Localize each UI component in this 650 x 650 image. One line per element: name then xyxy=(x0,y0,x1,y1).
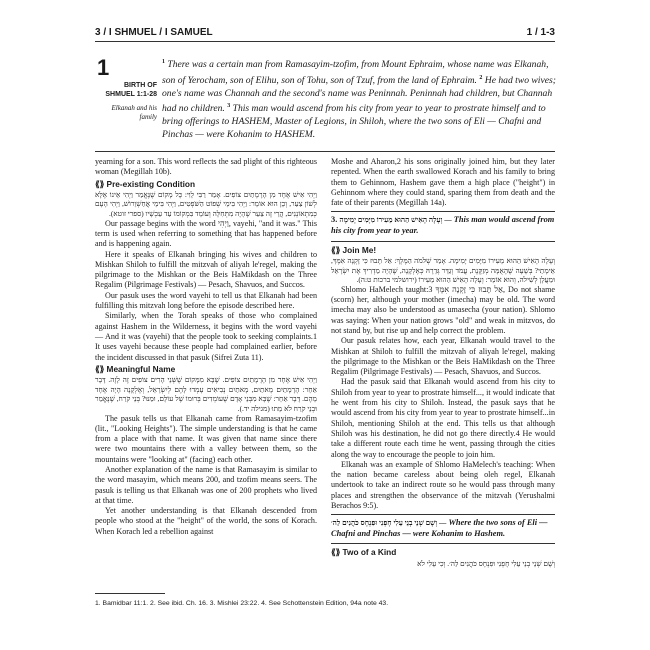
section-title-join-me: ⟪⟫ Join Me! xyxy=(331,244,377,255)
paragraph: Yet another understanding is that Elkanah descended from people who stood at the "height" of the world, the sons of Korach. When Korach led a rebellion against xyxy=(95,506,317,536)
section-title-two-of-a-kind: ⟪⟫ Two of a Kind xyxy=(331,547,397,558)
section-title-preexisting: ⟪⟫ Pre-existing Condition xyxy=(95,178,196,189)
paragraph: yearning for a son. This word reflects the sad plight of this righteous woman (Megillah 10b). xyxy=(95,157,317,177)
paragraph: Another explanation of the name is that Ramasayim is similar to the word masayim, which means 200, and tzofim means seers. The pasuk is telling us that Elkanah was one of 200 prophets who lived at that time. xyxy=(95,464,317,505)
paragraph: Our pasuk uses the word vayehi to tell us that Elkanah had been fulfilling this mitzvah long before the episode described here. xyxy=(95,290,317,311)
paragraph: Our passage begins with the word וַיְהִי, vayehi, "and it was." This term is used when referring to something that has happened before and is happening again. xyxy=(95,218,317,249)
right-column xyxy=(331,157,555,568)
paragraph: Elkanah was an example of Shlomo HaMelech's teaching: When the nation became careless about being oleh regel, Elkanah undertook to take an indirect route so he would pass through many places and strengthen the observance of the mitzvah (Yerushalmi Berachos 9:5). xyxy=(331,459,555,510)
verse-2: He had two wives; one's name was Channah and the second's name was Peninnah. Peninnah had children, but Channah had no children. xyxy=(162,74,556,115)
side-label-family: Elkanah and his family xyxy=(111,104,157,121)
verse-heading-3: 3. וְעָלָה הָאִישׁ הַהוּא מֵעִירוֹ מִיָּמִים יָמִימָה — This man would ascend from his city from year to year. xyxy=(331,211,555,241)
paragraph: The pasuk tells us that Elkanah came from Ramasayim-tzofim (lit., "Looking Heights"). The simple understanding is that he came from a place with that name. It was given that name since there were two mountains there with a valley between them, so the mountains were "looking at" (facing) each other. xyxy=(95,413,317,464)
paragraph: Here it speaks of Elkanah bringing his wives and children to Mishkan Shiloh to fulfill the mitzvah of aliyah le'regel, making the pilgrimage to the Mishkan or the Beis HaMikdash on the Three Regalim (Pilgrimage Festivals) — Pesach, Shavuos, and Succos. xyxy=(95,249,317,290)
paragraph: Moshe and Aharon,2 his sons originally joined him, but they later repented. When the earth swallowed Korach and his family to bring them to Gehinnom, Hashem gave them a high place ("height") in Gehinnom where they could stand, sparing them from death and the fate of their parents (Megillah 14a). xyxy=(331,157,555,208)
paragraph: Shlomo HaMelech taught:3 אַל תָּבוּז כִּי זָקְנָה אִמֶּךָ, Do not shame (scorn) her, although your mother (imecha) may be old. The word imecha may also be understood as umasecha (your nation). Shlomo was saying: When your nation grows "old" and weak in mitzvos, do not stand by, but rise up and help correct the problem. xyxy=(331,284,555,335)
verse-rule xyxy=(95,151,555,152)
left-column xyxy=(95,157,317,537)
footnote-rule xyxy=(95,593,165,594)
section-title-meaningful-name: ⟪⟫ Meaningful Name xyxy=(95,363,176,374)
hebrew-text: וַיְהִי אִישׁ אֶחָד מִן הָרָמָתַיִם צוֹפִים. אָמַר רַבִּי לֵוִי: כָּל מָקוֹם שֶׁנֶּאֱמַר וַיְהִי אֵינוֹ אֶלָּא לְשׁוֹן צַעַר, וְכֵן הוּא אוֹמֵר: וַיְהִי בִּימֵי שְׁפוֹט הַשֹּׁפְטִים, וַיְהִי בִּימֵי אֲחַשְׁוֵרוֹשׁ, וַיְהִי הָעָם כְּמִתְאוֹנְנִים, הֲרֵי זֶה צַעַר שֶׁהָיָה מִתְּחִלָּה וְעוֹמֵד בִּמְקוֹמוֹ עַד עַכְשָׁיו (ספרי זוטא). xyxy=(95,189,317,219)
header-left: 3 / I SHMUEL / I SAMUEL xyxy=(95,27,213,38)
running-header xyxy=(95,27,555,38)
hebrew-text: וְשָׁם שְׁנֵי בְנֵי עֵלִי חָפְנִי וּפִנְחָס כֹּהֲנִים לַה׳. וְכִי עֵלִי לֹא xyxy=(417,558,555,568)
header-rule xyxy=(95,41,555,42)
verse-translation: $^1$ There was a certain man from Ramasayim-tzofim, from Mount Ephraim, whose name was Elkanah, son of Yerocham, son of Elihu, son of Tohu, son of Tzuf, from the land of Ephraim. $^2$ He had two wives; one's name was Channah and the second's name was Peninnah. Peninnah had children, but Channah had no children. $^3$ This man would ascend from his city from year to year to prostrate himself and to bring offerings to HASHEM, Master of Legions, in Shiloh, where the two sons of Eli — Chafni and Pinchas — were Kohanim to HASHEM. xyxy=(162,59,556,140)
verse-3: This man would ascend from his city from year to year to prostrate himself and to bring offerings to HASHEM, Master of Legions, in Shiloh, where the two sons of Eli — Chafni and Pinchas — were Kohanim to HASHEM. xyxy=(162,103,546,140)
verse-heading-sons-of-eli: וְשָׁם שְׁנֵי בְנֵי עֵלִי חָפְנִי וּפִנְחָס כֹּהֲנִים לַה׳ — Where the two sons of Eli — Chafni and Pinchas — were Kohanim to Hashem. xyxy=(331,514,555,544)
footnotes: 1. Bamidbar 11:1. 2. See ibid. Ch. 16. 3. Mishlei 23:22. 4. See Schottenstein Edition, 94a note 43. xyxy=(95,600,389,607)
chapter-number: 1 xyxy=(97,55,110,80)
header-right: 1 / 1-3 xyxy=(526,27,555,38)
verse-1: There was a certain man from Ramasayim-tzofim, from Mount Ephraim, whose name was Elkanah, son of Yerocham, son of Elihu, son of Tohu, son of Tzuf, from the land of Ephraim. xyxy=(162,59,549,86)
paragraph: Similarly, when the Torah speaks of those who complained against Hashem in the Wilderness, it begins with the word vayehi — And it was (vayehi) that the people took to seeking complaints.1 It uses vayehi because these people had complained earlier, before the incident discussed in that pasuk (Sifrei Zuta 11). xyxy=(95,311,317,362)
hebrew-text: וַיְהִי אִישׁ אֶחָד מִן הָרָמָתַיִם צוֹפִים. שֶׁבָּא מִמָּקוֹם שֶׁשְּׁנֵי הָרִים צוֹפִים זֶה לָזֶה. דָּבָר אַחֵר: הָרָמָתַיִם מָאתַיִם, מָאתַיִם נְבִיאִים עָמְדוּ לָהֶם לְיִשְׂרָאֵל, וְאֶלְקָנָה הָיָה אֶחָד מֵהֶם. דָּבָר אַחֵר: שֶׁבָּא מִבְּנֵי אָדָם שֶׁעוֹמְדִים בְּרוּמוֹ שֶׁל עוֹלָם, וּמַנּוּ? בְּנֵי קֹרַח, שֶׁנֶּאֱמַר וּבְנֵי קֹרַח לֹא מֵתוּ (מגילה יד.). xyxy=(95,375,317,413)
paragraph: Had the pasuk said that Elkanah would ascend from his city to Shiloh from year to year to prostrate himself..., it would indicate that he went from his city to Shiloh. Instead, the pasuk says that he would ascend from his city from year to year to prostrate himself...in Shiloh, mentioning Shiloh at the end. This tells us that although Shiloh was his destination, he did not go there directly.4 He would take a different route each time he went, passing through the cities along the way to encourage the people to join him. xyxy=(331,377,555,459)
hebrew-text: וְעָלָה הָאִישׁ הַהוּא מֵעִירוֹ מִיָּמִים יָמִימָה. אָמַר שְׁלֹמֹה הַמֶּלֶךְ: אַל תָּבוּז כִּי זָקְנָה אִמֶּךָ, אֵימָתַי? בְּשָׁעָה שֶׁהָאֻמָּה מְזַקֶּנֶת, עֲמֹד וְגַדֵּר גְּדֵרָהּ כְּאֶלְקָנָה, שֶׁהָיָה מַדְרִיךְ אֶת יִשְׂרָאֵל וּמַעֲלָן לְשִׁילֹה, וְהוּא אוֹמֵר: וְעָלָה הָאִישׁ הַהוּא מֵעִירוֹ (ירושלמי ברכות ט:ה). xyxy=(331,255,555,285)
paragraph: Our pasuk relates how, each year, Elkanah would travel to the Mishkan at Shiloh to fulfill the mitzvah of aliyah le'regel, making the pilgrimage to the Mishkan or the Beis HaMikdash on the Three Regalim (Pilgrimage Festivals) — Pesach, Shavuos, and Succos. xyxy=(331,336,555,377)
side-label-birth: BIRTH OF SHMUEL 1:1-28 xyxy=(105,82,157,98)
